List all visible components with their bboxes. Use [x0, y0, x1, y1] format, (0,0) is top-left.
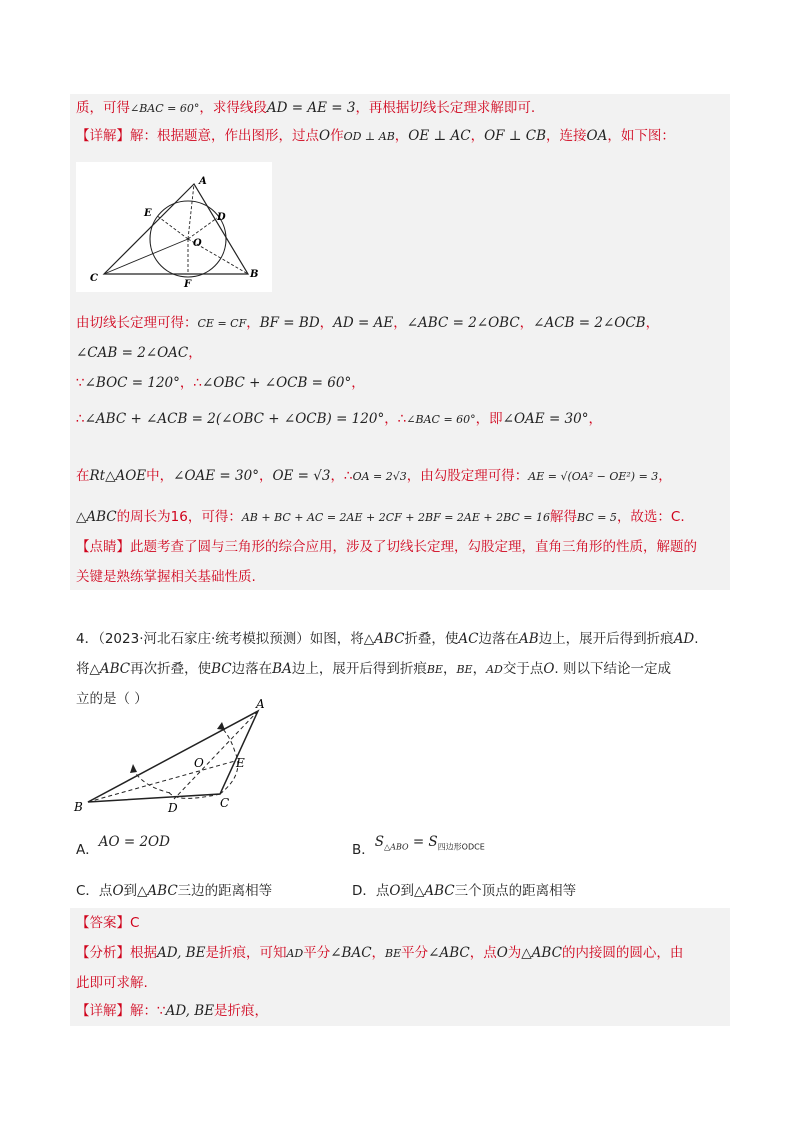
label-e: E	[236, 756, 245, 770]
sol3-line-3: 由切线长定理可得：CE = CF，BF = BD，AD = AE，∠ABC = 2∠OBC，∠ACB = 2∠OCB，	[76, 315, 660, 331]
crease-ad	[174, 711, 258, 799]
sol3-line-7: 在Rt△AOE中，∠OAE = 30°，OE = √3，∴OA = 2√3，由勾股定理可得：AE = √(OA² − OE²) = 3，	[76, 468, 672, 484]
segment-oa	[188, 184, 194, 239]
label-f: F	[184, 279, 192, 290]
figure-incircle-triangle	[76, 162, 272, 292]
arrow-head-right	[217, 722, 225, 730]
label-b: B	[250, 269, 259, 280]
triangle-abc	[104, 184, 248, 274]
label-d: D	[168, 801, 178, 815]
sol3-line-6: ∴∠ABC + ∠ACB = 2(∠OBC + ∠OCB) = 120°，∴∠BAC = 60°，即∠OAE = 30°，	[76, 411, 602, 427]
folding-diagram	[70, 694, 280, 818]
figure-folded-triangle	[70, 694, 280, 818]
sol3-line-10: 关键是熟练掌握相关基础性质.	[76, 569, 256, 585]
label-c: C	[90, 273, 98, 284]
ans4-analysis-line-1: 【分析】根据AD, BE是折痕，可知AD平分∠BAC，BE平分∠ABC，点O为△ABC的内接圆的圆心，由	[76, 945, 684, 961]
answer-tag: 【答案】	[76, 915, 130, 931]
option-b[interactable]: B．$S_{\triangle ABO} = S_{四边形ODCE}$	[352, 834, 485, 858]
remark-tag: 【点睛】	[76, 539, 130, 555]
detail-tag: 【详解】	[76, 128, 130, 144]
q4-stem-line-2: 将△ABC再次折叠，使BC边落在BA边上，展开后得到折痕BE，BE，AD交于点O. 则以下结论一定成	[76, 661, 672, 677]
arrow-head-left	[130, 764, 137, 773]
sol3-line-9: 【点睛】此题考查了圆与三角形的综合应用，涉及了切线长定理，勾股定理，直角三角形的性质，解题的	[76, 539, 697, 555]
option-c[interactable]: C．点O到△ABC三边的距离相等	[76, 883, 273, 899]
sol3-line-8: △ABC的周长为16，可得：AB + BC + AC = 2AE + 2CF + 2BF = 2AE + 2BC = 16解得BC = 5，故选：C.	[76, 509, 685, 525]
segment-oe	[156, 215, 188, 239]
sol3-line-2: 【详解】解：根据题意，作出图形，过点O作OD ⊥ AB，OE ⊥ AC，OF ⊥ CB，连接OA，如下图：	[76, 128, 675, 144]
sol3-line-1: 质，可得∠BAC = 60°，求得线段AD = AE = 3，再根据切线长定理求解即可.	[76, 100, 536, 116]
option-d[interactable]: D．点O到△ABC三个顶点的距离相等	[352, 883, 577, 899]
triangle-abc	[88, 711, 258, 802]
label-a: A	[199, 176, 207, 187]
label-b: B	[74, 800, 83, 814]
ans4-answer: 【答案】C	[76, 915, 140, 931]
label-c: C	[220, 796, 230, 810]
sol3-line-5: ∵∠BOC = 120°，∴∠OBC + ∠OCB = 60°，	[76, 375, 365, 391]
sol3-line-4: ∠CAB = 2∠OAC，	[76, 345, 202, 361]
option-a[interactable]: A．AO = 2OD	[76, 834, 170, 858]
label-o: O	[194, 756, 204, 770]
detail-tag: 【详解】	[76, 1003, 130, 1019]
q4-stem-line-1: 4．（2023·河北石家庄·统考模拟预测）如图，将△ABC折叠，使AC边落在AB边上，展开后得到折痕AD.	[76, 631, 699, 647]
label-a: A	[256, 697, 265, 711]
q4-stem-line-3: 立的是（ ）	[76, 691, 148, 707]
label-e: E	[144, 208, 152, 219]
label-d: D	[217, 212, 226, 223]
analysis-tag: 【分析】	[76, 945, 130, 961]
incircle-diagram	[76, 162, 272, 292]
label-o: O	[193, 238, 202, 249]
segment-od	[188, 218, 217, 239]
ans4-analysis-line-2: 此即可求解.	[76, 975, 148, 991]
ans4-detail-line: 【详解】解：∵AD, BE是折痕，	[76, 1003, 269, 1019]
segment-oc	[104, 239, 188, 274]
